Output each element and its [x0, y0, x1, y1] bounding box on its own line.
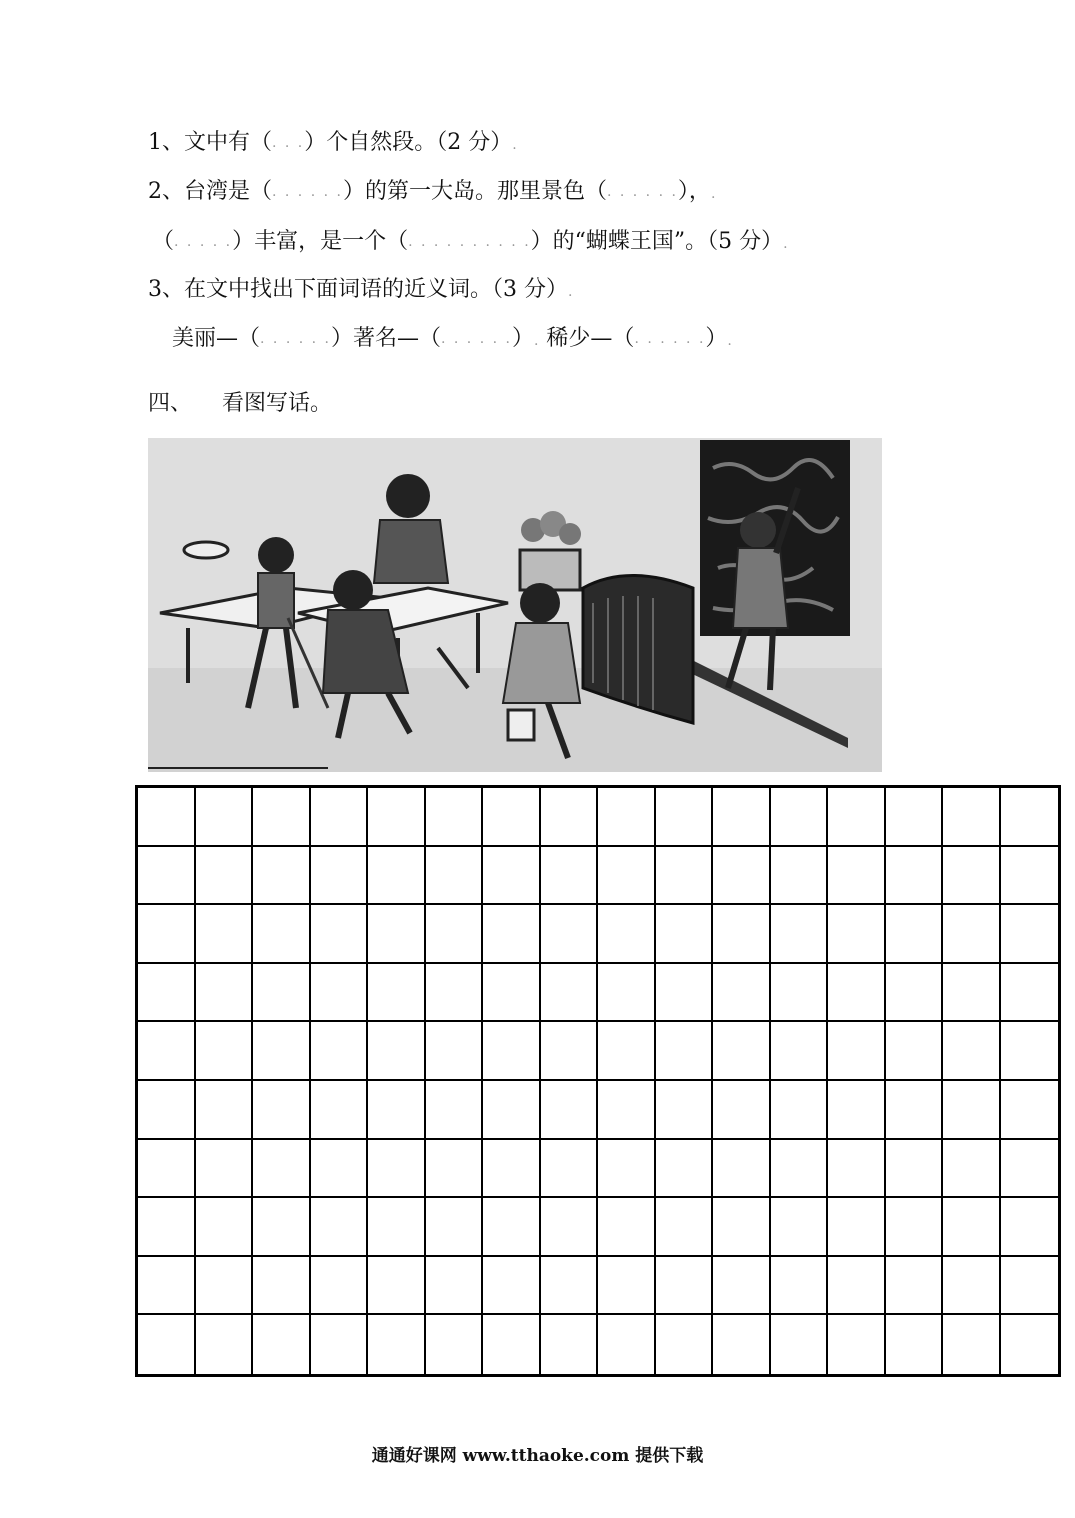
question-2-line-2 — [152, 228, 788, 258]
q1-close: ） — [304, 130, 327, 155]
grid-cell[interactable] — [1001, 1198, 1059, 1257]
grid-cell[interactable] — [828, 1022, 886, 1081]
grid-cell[interactable] — [886, 905, 944, 964]
grid-cell[interactable] — [771, 1022, 829, 1081]
grid-cell[interactable] — [886, 1198, 944, 1257]
grid-cell[interactable] — [368, 788, 426, 847]
grid-cell[interactable] — [483, 788, 541, 847]
grid-cell[interactable] — [483, 905, 541, 964]
grid-cell[interactable] — [426, 1198, 484, 1257]
grid-cell[interactable] — [598, 1198, 656, 1257]
grid-cell[interactable] — [483, 1140, 541, 1199]
grid-cell[interactable] — [771, 1315, 829, 1374]
grid-cell[interactable] — [196, 847, 254, 906]
grid-cell[interactable] — [253, 788, 311, 847]
q3-word-2: 著名—（ — [352, 326, 441, 351]
grid-cell[interactable] — [886, 1022, 944, 1081]
grid-cell[interactable] — [138, 847, 196, 906]
grid-cell[interactable] — [771, 1257, 829, 1316]
grid-cell[interactable] — [598, 788, 656, 847]
q3-blank-2[interactable]: . . . . . . — [441, 331, 512, 347]
grid-cell[interactable] — [943, 847, 1001, 906]
grid-cell[interactable] — [368, 1022, 426, 1081]
grid-cell[interactable] — [713, 1022, 771, 1081]
grid-cell[interactable] — [713, 1140, 771, 1199]
q2-mid-1: ）的第一大岛。那里景色（ — [342, 179, 607, 204]
grid-cell[interactable] — [483, 964, 541, 1023]
grid-cell[interactable] — [656, 1198, 714, 1257]
grid-cell[interactable] — [483, 847, 541, 906]
grid-cell[interactable] — [943, 1081, 1001, 1140]
grid-cell[interactable] — [138, 1022, 196, 1081]
grid-cell[interactable] — [483, 1198, 541, 1257]
grid-cell[interactable] — [656, 1140, 714, 1199]
grid-cell[interactable] — [541, 1022, 599, 1081]
question-3-words — [172, 325, 732, 355]
grid-cell[interactable] — [253, 847, 311, 906]
grid-cell[interactable] — [713, 905, 771, 964]
grid-cell[interactable] — [138, 905, 196, 964]
grid-cell[interactable] — [311, 1140, 369, 1199]
grid-cell[interactable] — [886, 1081, 944, 1140]
grid-cell[interactable] — [1001, 1257, 1059, 1316]
q1-prefix: 1、文中有（ — [148, 130, 272, 155]
grid-cell[interactable] — [426, 1022, 484, 1081]
grid-cell[interactable] — [311, 1315, 369, 1374]
section-4-number: 四、 — [148, 391, 193, 416]
grid-cell[interactable] — [598, 1315, 656, 1374]
q1-suffix: 个自然段。（2 分） — [326, 130, 513, 155]
grid-cell[interactable] — [541, 1198, 599, 1257]
grid-cell[interactable] — [1001, 1081, 1059, 1140]
grid-cell[interactable] — [943, 964, 1001, 1023]
grid-cell[interactable] — [828, 1081, 886, 1140]
grid-cell[interactable] — [598, 964, 656, 1023]
grid-cell[interactable] — [598, 1081, 656, 1140]
grid-cell[interactable] — [828, 847, 886, 906]
grid-cell[interactable] — [1001, 905, 1059, 964]
grid-cell[interactable] — [138, 1081, 196, 1140]
grid-cell[interactable] — [196, 1140, 254, 1199]
grid-cell[interactable] — [1001, 1140, 1059, 1199]
grid-cell[interactable] — [828, 1315, 886, 1374]
q3-blank-1[interactable]: . . . . . . — [260, 331, 331, 347]
grid-cell[interactable] — [598, 1022, 656, 1081]
q1-blank[interactable]: . . . — [272, 135, 305, 151]
grid-cell[interactable] — [196, 1198, 254, 1257]
grid-cell[interactable] — [771, 1140, 829, 1199]
grid-cell[interactable] — [886, 1315, 944, 1374]
grid-cell[interactable] — [138, 1315, 196, 1374]
grid-cell[interactable] — [253, 1140, 311, 1199]
question-2-line-1 — [148, 178, 715, 208]
q3-close-3: ） — [705, 326, 728, 351]
grid-cell[interactable] — [656, 847, 714, 906]
grid-cell[interactable] — [311, 1022, 369, 1081]
grid-cell[interactable] — [368, 1198, 426, 1257]
grid-cell[interactable] — [196, 1022, 254, 1081]
grid-cell[interactable] — [196, 964, 254, 1023]
grid-cell[interactable] — [426, 1140, 484, 1199]
grid-cell[interactable] — [541, 1081, 599, 1140]
grid-cell[interactable] — [541, 847, 599, 906]
grid-cell[interactable] — [771, 788, 829, 847]
grid-cell[interactable] — [771, 847, 829, 906]
q2-tail-2: . — [783, 236, 788, 252]
grid-cell[interactable] — [828, 905, 886, 964]
q3-dot: . — [533, 333, 539, 349]
grid-cell[interactable] — [196, 905, 254, 964]
grid-cell[interactable] — [541, 905, 599, 964]
grid-cell[interactable] — [196, 1315, 254, 1374]
grid-cell[interactable] — [886, 1257, 944, 1316]
grid-cell[interactable] — [828, 788, 886, 847]
q2-blank-4[interactable]: . . . . . . . . . . — [408, 234, 531, 250]
grid-cell[interactable] — [253, 1315, 311, 1374]
grid-cell[interactable] — [426, 788, 484, 847]
q2-open-2: （ — [152, 229, 175, 254]
q3-title: 3、在文中找出下面词语的近义词。（3 分） — [148, 277, 568, 302]
q3-word-1: 美丽—（ — [172, 326, 261, 351]
grid-cell[interactable] — [196, 788, 254, 847]
grid-cell[interactable] — [311, 847, 369, 906]
grid-cell[interactable] — [253, 1081, 311, 1140]
grid-cell[interactable] — [886, 847, 944, 906]
grid-cell[interactable] — [943, 788, 1001, 847]
q2-blank-3[interactable]: . . . . . — [174, 234, 233, 250]
q2-tail-1: . — [710, 186, 716, 202]
grid-cell[interactable] — [943, 1315, 1001, 1374]
grid-cell[interactable] — [483, 1315, 541, 1374]
q2-blank-1[interactable]: . . . . . . — [272, 184, 343, 200]
grid-cell[interactable] — [713, 1081, 771, 1140]
q3-word-3: 稀少—（ — [546, 326, 635, 351]
grid-cell[interactable] — [598, 847, 656, 906]
grid-cell[interactable] — [943, 1022, 1001, 1081]
grid-cell[interactable] — [598, 905, 656, 964]
grid-cell[interactable] — [368, 905, 426, 964]
grid-cell[interactable] — [771, 1081, 829, 1140]
grid-cell[interactable] — [541, 1257, 599, 1316]
grid-cell[interactable] — [943, 905, 1001, 964]
grid-cell[interactable] — [426, 1257, 484, 1316]
classroom-cleaning-illustration — [148, 438, 882, 772]
q3-close-1: ） — [330, 326, 353, 351]
grid-cell[interactable] — [1001, 788, 1059, 847]
grid-cell[interactable] — [1001, 847, 1059, 906]
grid-cell[interactable] — [771, 905, 829, 964]
grid-cell[interactable] — [253, 964, 311, 1023]
q3-blank-3[interactable]: . . . . . . — [634, 331, 706, 347]
grid-cell[interactable] — [713, 1315, 771, 1374]
grid-cell[interactable] — [426, 905, 484, 964]
grid-cell[interactable] — [196, 1081, 254, 1140]
grid-cell[interactable] — [656, 788, 714, 847]
q2-mid-2: ）丰富，是一个（ — [232, 229, 409, 254]
grid-cell[interactable] — [1001, 1022, 1059, 1081]
grid-cell[interactable] — [828, 1198, 886, 1257]
grid-cell[interactable] — [311, 905, 369, 964]
grid-cell[interactable] — [656, 964, 714, 1023]
grid-cell[interactable] — [598, 1257, 656, 1316]
grid-cell[interactable] — [541, 788, 599, 847]
q3-title-tail: . — [568, 284, 573, 300]
grid-cell[interactable] — [426, 1315, 484, 1374]
grid-cell[interactable] — [886, 788, 944, 847]
grid-cell[interactable] — [656, 1022, 714, 1081]
q3-close-2: ） — [511, 326, 534, 351]
grid-cell[interactable] — [1001, 1315, 1059, 1374]
grid-cell[interactable] — [311, 964, 369, 1023]
q2-suffix-2: ）的“蝴蝶王国”。（5 分） — [530, 229, 784, 254]
writing-grid[interactable] — [135, 785, 1061, 1377]
grid-cell[interactable] — [138, 964, 196, 1023]
grid-cell[interactable] — [886, 964, 944, 1023]
question-3-title — [148, 276, 572, 306]
grid-cell[interactable] — [483, 1257, 541, 1316]
grid-cell[interactable] — [368, 1257, 426, 1316]
grid-cell[interactable] — [311, 1198, 369, 1257]
grid-cell[interactable] — [483, 1022, 541, 1081]
grid-cell[interactable] — [943, 1140, 1001, 1199]
grid-cell[interactable] — [656, 1315, 714, 1374]
q2-prefix: 2、台湾是（ — [148, 179, 272, 204]
q2-suffix-1: ）， — [677, 179, 711, 204]
grid-cell[interactable] — [253, 1257, 311, 1316]
grid-cell[interactable] — [656, 1081, 714, 1140]
grid-cell[interactable] — [426, 1081, 484, 1140]
section-4-title: 看图写话。 — [222, 391, 333, 416]
grid-cell[interactable] — [656, 1257, 714, 1316]
grid-cell[interactable] — [713, 847, 771, 906]
grid-cell[interactable] — [1001, 964, 1059, 1023]
grid-cell[interactable] — [771, 964, 829, 1023]
grid-cell[interactable] — [138, 1257, 196, 1316]
grid-cell[interactable] — [541, 1140, 599, 1199]
grid-cell[interactable] — [771, 1198, 829, 1257]
grid-cell[interactable] — [311, 788, 369, 847]
grid-cell[interactable] — [426, 964, 484, 1023]
grid-cell[interactable] — [713, 788, 771, 847]
q2-blank-2[interactable]: . . . . . . — [606, 184, 678, 200]
grid-cell[interactable] — [713, 1257, 771, 1316]
grid-cell[interactable] — [196, 1257, 254, 1316]
grid-cell[interactable] — [828, 964, 886, 1023]
grid-cell[interactable] — [828, 1257, 886, 1316]
grid-cell[interactable] — [541, 1315, 599, 1374]
grid-cell[interactable] — [138, 1140, 196, 1199]
question-1 — [148, 129, 517, 159]
grid-cell[interactable] — [368, 1081, 426, 1140]
grid-cell[interactable] — [828, 1140, 886, 1199]
grid-cell[interactable] — [426, 847, 484, 906]
grid-cell[interactable] — [253, 1022, 311, 1081]
grid-cell[interactable] — [483, 1081, 541, 1140]
grid-cell[interactable] — [656, 905, 714, 964]
grid-cell[interactable] — [368, 964, 426, 1023]
grid-cell[interactable] — [598, 1140, 656, 1199]
grid-cell[interactable] — [943, 1198, 1001, 1257]
grid-cell[interactable] — [138, 788, 196, 847]
q1-tail: . — [512, 137, 517, 153]
q3-tail: . — [727, 333, 732, 349]
grid-cell[interactable] — [713, 964, 771, 1023]
grid-cell[interactable] — [253, 905, 311, 964]
grid-cell[interactable] — [311, 1257, 369, 1316]
grid-cell[interactable] — [368, 1140, 426, 1199]
grid-cell[interactable] — [943, 1257, 1001, 1316]
grid-cell[interactable] — [713, 1198, 771, 1257]
grid-cell[interactable] — [368, 847, 426, 906]
grid-cell[interactable] — [886, 1140, 944, 1199]
grid-cell[interactable] — [253, 1198, 311, 1257]
grid-cell[interactable] — [138, 1198, 196, 1257]
grid-cell[interactable] — [541, 964, 599, 1023]
footer-credit: 通通好课网 www.tthaoke.com 提供下载 — [371, 1446, 704, 1466]
grid-cell[interactable] — [311, 1081, 369, 1140]
grid-cell[interactable] — [368, 1315, 426, 1374]
